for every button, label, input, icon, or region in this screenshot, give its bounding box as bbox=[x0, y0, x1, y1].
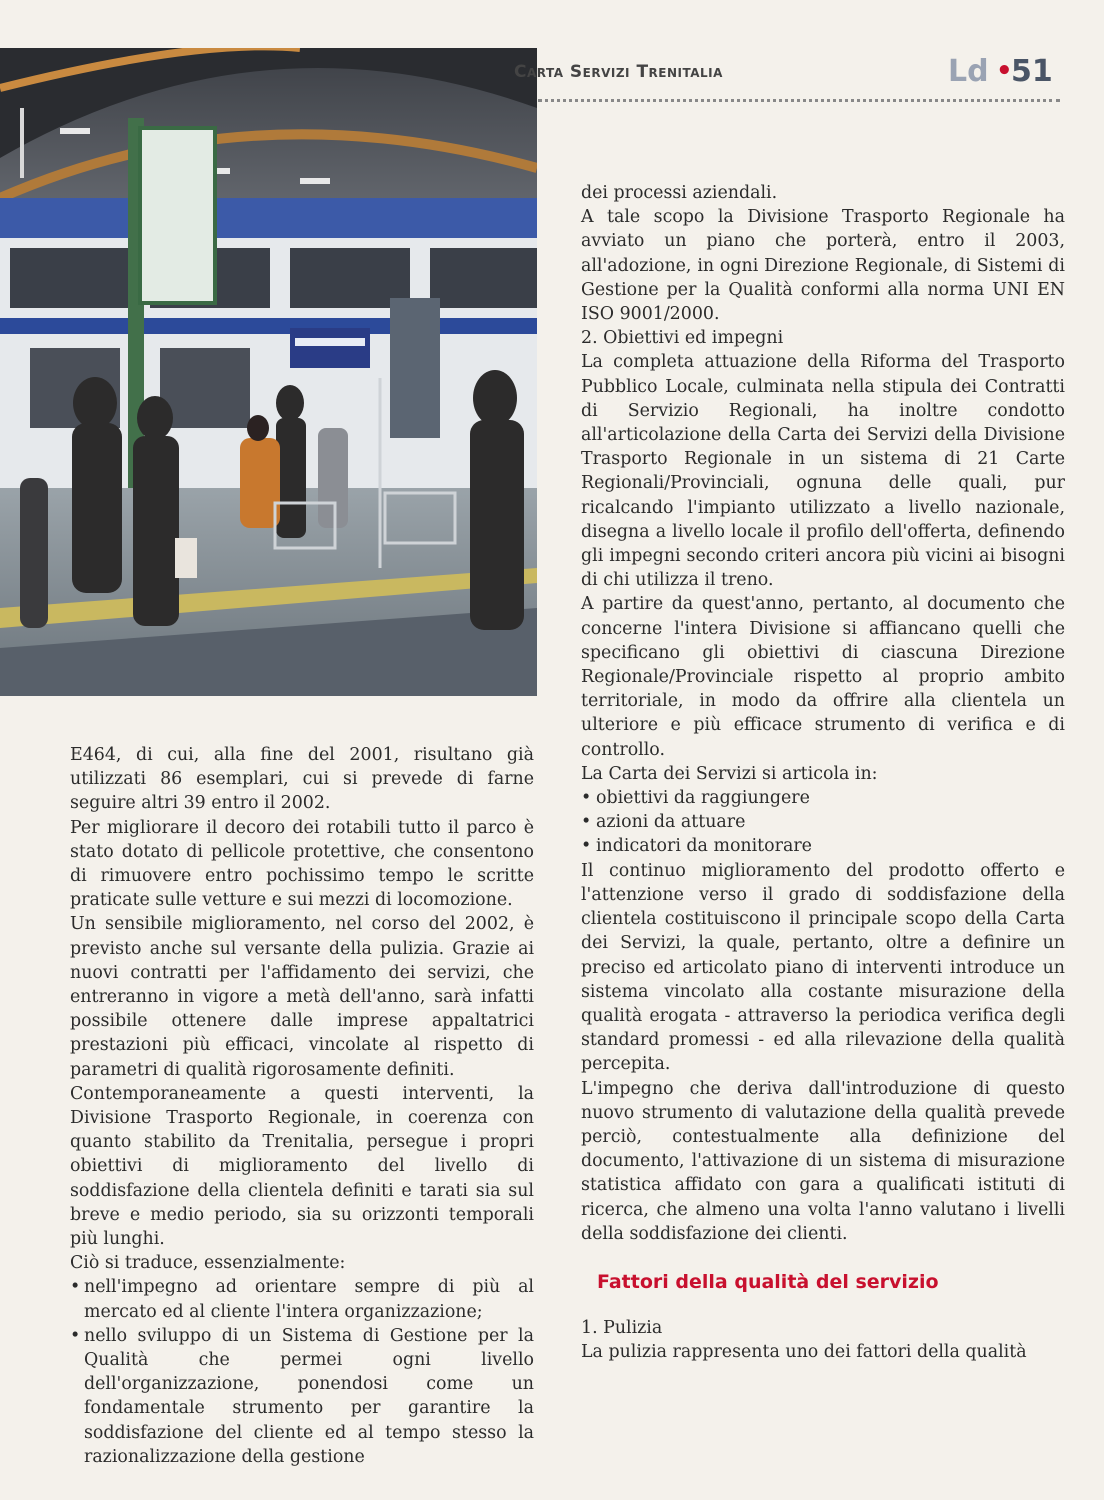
paragraph: Per migliorare il decoro dei rotabili tutto il parco è stato dotato di pellicole protettive, che consentono di rimuovere entro pochissimo tempo le scritte praticate sulle vetture e sui mezzi di locomozione. bbox=[70, 817, 534, 911]
paragraph: dei processi aziendali. bbox=[581, 183, 778, 203]
station-photo bbox=[0, 48, 537, 696]
right-column bbox=[581, 181, 1065, 1365]
header-dotted-rule bbox=[538, 99, 1060, 102]
station-photo-illustration bbox=[0, 48, 537, 696]
running-title: Carta Servizi Trenitalia bbox=[514, 62, 723, 82]
section-title: Fattori della qualità del servizio bbox=[597, 1270, 939, 1293]
bullet-list bbox=[581, 786, 1065, 859]
list-item: • azioni da attuare bbox=[581, 810, 1065, 834]
bullet-list bbox=[70, 1275, 534, 1469]
header-bullet: • bbox=[996, 56, 1013, 86]
page-number: 51 bbox=[1011, 54, 1053, 89]
subheading-obiettivi: 2. Obiettivi ed impegni bbox=[581, 328, 784, 349]
paragraph: La pulizia rappresenta uno dei fattori della qualità bbox=[581, 1342, 1027, 1363]
paragraph: L'impegno che deriva dall'introduzione di questo nuovo strumento di valutazione della qualità prevede perciò, contestualmente alla definizione del documento, l'attivazione di un sistema di misurazione statistica affidato con gara a qualificati istituti di ricerca, che almeno una volta l'anno valutano i livelli della soddisfazione dei clienti. bbox=[581, 1078, 1065, 1244]
list-item: • nell'impegno ad orientare sempre di più al mercato ed al cliente l'intera organizzazione; bbox=[70, 1275, 534, 1323]
list-item: • nello sviluppo di un Sistema di Gestione per la Qualità che permei ogni livello dell'organizzazione, ponendosi come un fondamentale strumento per garantire la soddisfazione del cliente ed al tempo stesso la razionalizzazione della gestione bbox=[70, 1324, 534, 1469]
left-column bbox=[70, 743, 534, 1469]
magazine-logo: Ld bbox=[948, 54, 989, 89]
page-header bbox=[500, 52, 1060, 112]
paragraph: La completa attuazione della Riforma del Trasporto Pubblico Locale, culminata nella stipula dei Contratti di Servizio Regionali, ha inoltre condotto all'articolazione della Carta dei Servizi della Divisione Trasporto Regionale in un sistema di 21 Carte Regionali/Provinciali, ognuna delle quali, pur ricalcando l'impianto utilizzato a livello nazionale, disegna a livello locale il profilo dell'offerta, definendo gli impegni secondo criteri ancora più vicini ai bisogni di chi utilizza il treno. bbox=[581, 352, 1065, 591]
paragraph: La Carta dei Servizi si articola in: bbox=[581, 763, 878, 784]
subheading-pulizia: 1. Pulizia bbox=[581, 1318, 663, 1339]
paragraph: Il continuo miglioramento del prodotto offerto e l'attenzione verso il grado di soddisfazione della clientela costituiscono il principale scopo della Carta dei Servizi, la quale, pertanto, oltre a definire un preciso ed articolato piano di interventi introduce un sistema vincolato alla costante misurazione della qualità erogata - attraverso la periodica verifica degli standard promessi - ed alla rilevazione della qualità percepita. bbox=[581, 860, 1065, 1075]
list-item: • indicatori da monitorare bbox=[581, 834, 1065, 858]
paragraph: Un sensibile miglioramento, nel corso del 2002, è previsto anche sul versante della pulizia. Grazie ai nuovi contratti per l'affidamento dei servizi, che entreranno in vigore a metà dell'anno, sarà infatti possibile ottenere dalle imprese appaltatrici prestazioni più efficaci, vincolate al rispetto di parametri di qualità rigorosamente definiti. bbox=[70, 914, 534, 1080]
list-item: • obiettivi da raggiungere bbox=[581, 786, 1065, 810]
paragraph: A tale scopo la Divisione Trasporto Regionale ha avviato un piano che porterà, entro il 2003, all'adozione, in ogni Direzione Regionale, di Sistemi di Gestione per la Qualità conformi alla norma UNI EN ISO 9001/2000. bbox=[581, 207, 1065, 325]
paragraph: Contemporaneamente a questi interventi, la Divisione Trasporto Regionale, in coerenza con quanto stabilito da Trenitalia, persegue i propri obiettivi di miglioramento del livello di soddisfazione della clientela definiti e tarati sia sul breve e medio periodo, sia su orizzonti temporali più lunghi. bbox=[70, 1083, 534, 1250]
paragraph: A partire da quest'anno, pertanto, al documento che concerne l'intera Divisione si affiancano quelli che specificano gli obiettivi di ciascuna Direzione Regionale/Provinciale rispetto al proprio ambito territoriale, in modo da offrire alla clientela un ulteriore e più efficace strumento di verifica e di controllo. bbox=[581, 594, 1065, 760]
paragraph: Ciò si traduce, essenzialmente: bbox=[70, 1253, 346, 1274]
paragraph: E464, di cui, alla fine del 2001, risultano già utilizzati 86 esemplari, cui si prevede di farne seguire altri 39 entro il 2002. bbox=[70, 745, 534, 814]
